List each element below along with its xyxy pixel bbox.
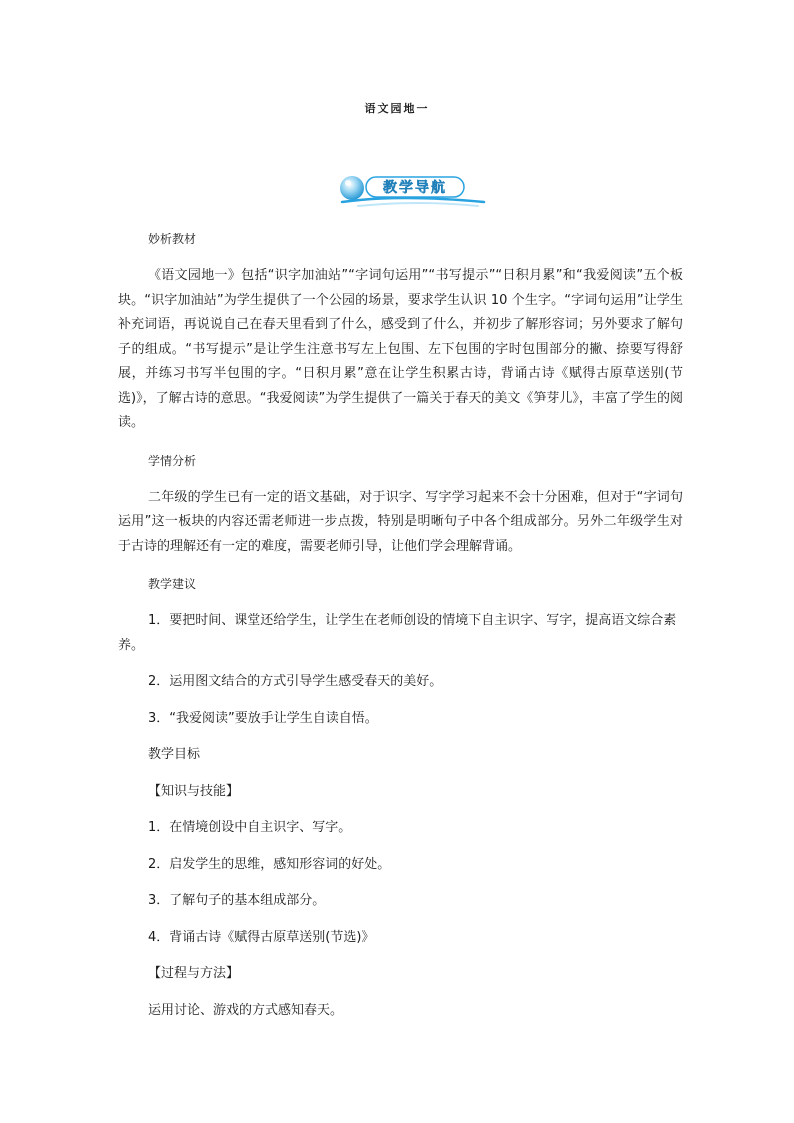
- banner-ball-shape: [340, 176, 364, 200]
- banner-graphic: [338, 172, 488, 212]
- analysis-paragraph: 《语文园地一》包括“识字加油站”“字词句运用”“书写提示”“日积月累”和“我爱阅读”五个板块。“识字加油站”为学生提供了一个公园的场景，要求学生认识 10 个生字。“字词句运用”让学生补充词语，再说说自己在春天里看到了什么，感受到了什么，并初步了解形容词；另外要求了解句子的组成。“书写提示”是让学生注意书写左上包围、左下包围的字时包围部分的撇、捺要写得舒展，并练习书写半包围的字。“日积月累”意在让学生积累古诗，背诵古诗《赋得古原草送别(节选)》，了解古诗的意思。“我爱阅读”为学生提供了一篇关于春天的美文《笋芽儿》，丰富了学生的阅读。: [118, 268, 683, 430]
- knowledge-item: 4．背诵古诗《赋得古原草送别(节选)》: [148, 929, 375, 945]
- subheading-process: 【过程与方法】: [148, 966, 240, 981]
- section-heading-suggestion: 教学建议: [148, 577, 197, 591]
- banner-swoosh-light: [358, 203, 478, 206]
- section-heading-goals: 教学目标: [148, 747, 201, 762]
- subheading-knowledge: 【知识与技能】: [148, 783, 240, 799]
- teaching-guide-banner: [338, 172, 488, 212]
- suggestion-item: 2．运用图文结合的方式引导学生感受春天的美好。: [148, 674, 443, 689]
- situation-paragraph: 二年级的学生已有一定的语文基础，对于识字、写字学习起来不会十分困难，但对于“字词句运用”这一板块的内容还需老师进一步点拨，特别是明晰句子中各个组成部分。另外二年级学生对于古诗的理解还有一定的难度，需要老师引导，让他们学会理解背诵。: [118, 489, 683, 554]
- section-heading-analysis: 妙析教材: [148, 232, 197, 246]
- document-body: [118, 226, 683, 1023]
- knowledge-item: 2．启发学生的思维，感知形容词的好处。: [148, 856, 391, 872]
- section-heading-situation: 学情分析: [148, 453, 197, 468]
- banner-ball-highlight: [345, 180, 351, 186]
- process-paragraph: 运用讨论、游戏的方式感知春天。: [148, 1002, 344, 1018]
- suggestion-item: 3．“我爱阅读”要放手让学生自读自悟。: [148, 710, 378, 726]
- page-header-title: 语文园地一: [364, 102, 430, 115]
- banner-swoosh: [342, 198, 484, 202]
- knowledge-item: 3．了解句子的基本组成部分。: [148, 893, 326, 908]
- suggestion-item: 1．要把时间、课堂还给学生，让学生在老师创设的情境下自主识字、写字，提高语文综合素养。: [118, 613, 677, 653]
- banner-text: 教学导航: [383, 180, 447, 196]
- knowledge-item: 1．在情境创设中自主识字、写字。: [148, 820, 352, 835]
